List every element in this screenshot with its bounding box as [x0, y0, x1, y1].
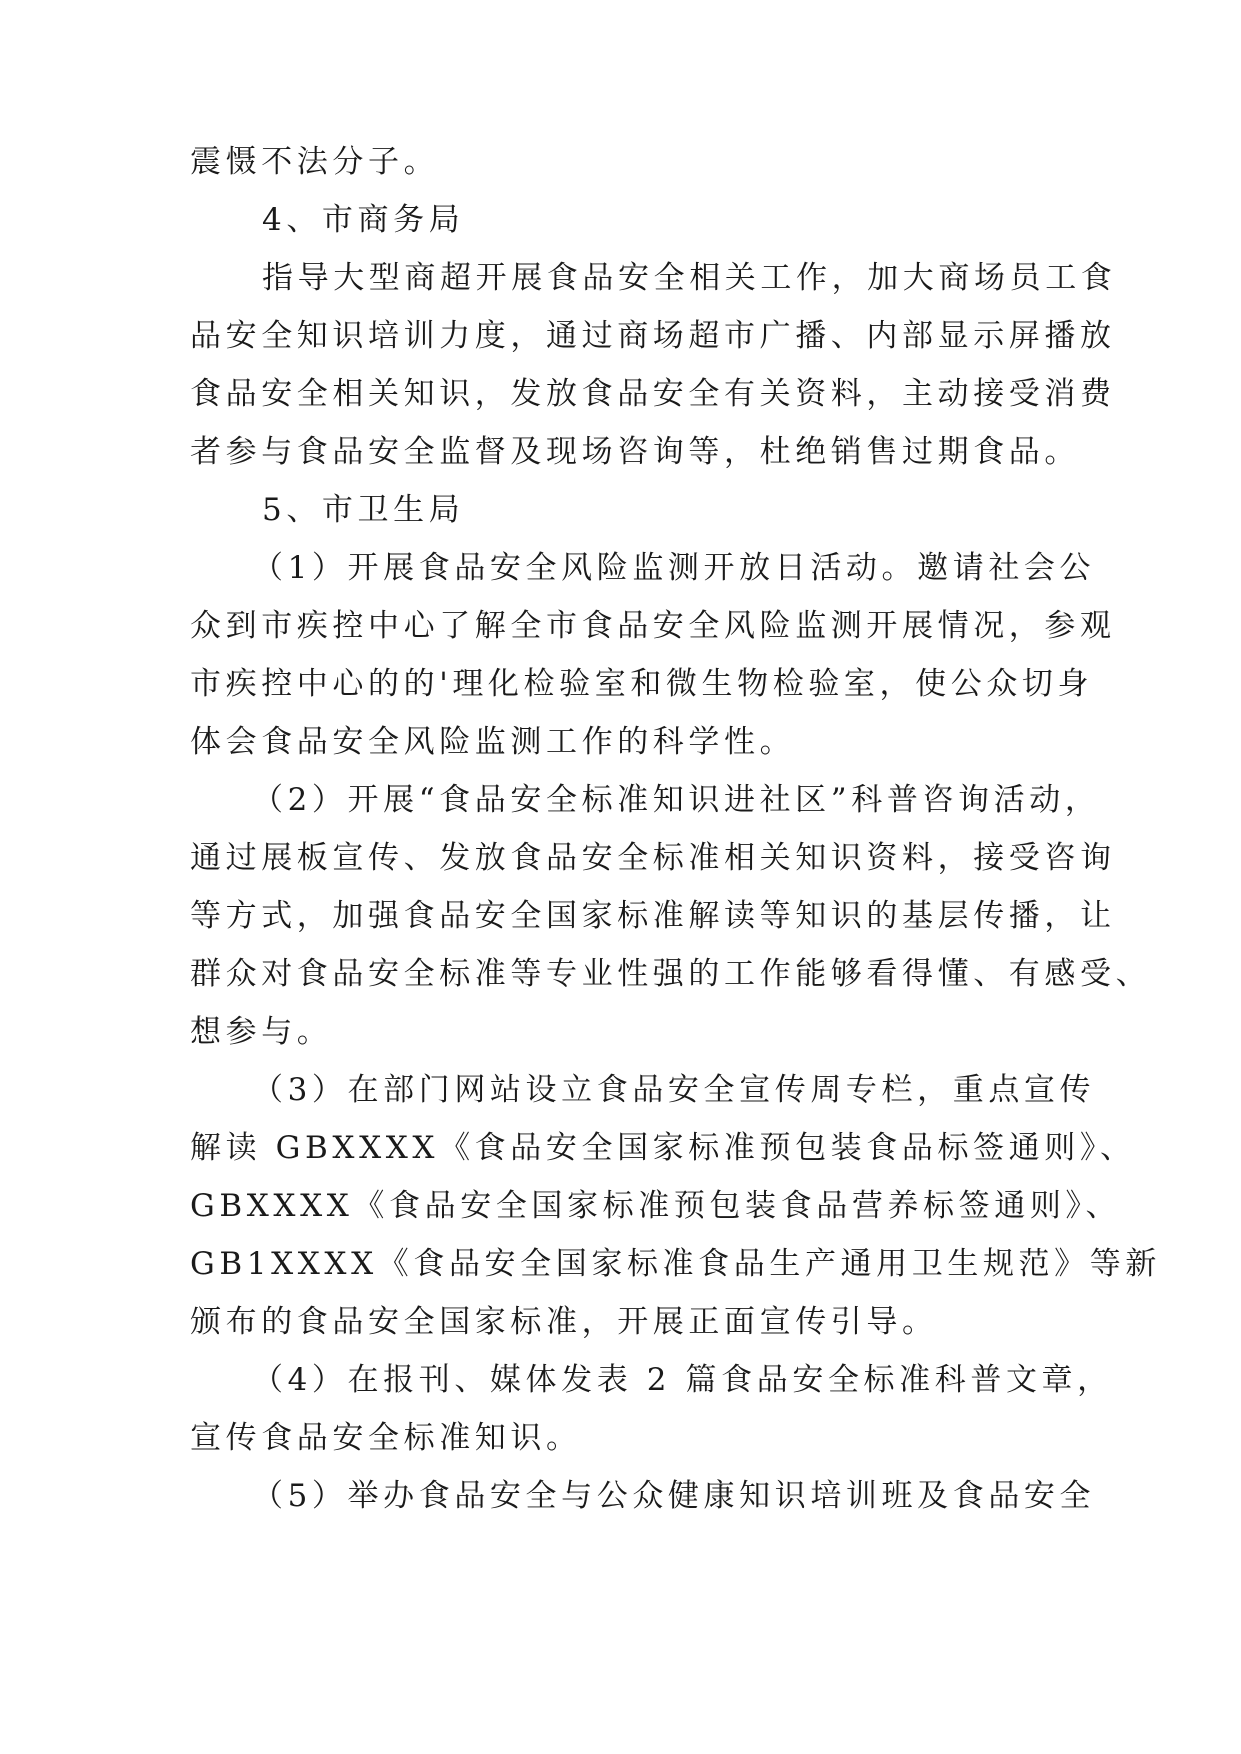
text-line: 等方式，加强食品安全国家标准解读等知识的基层传播，让 — [190, 898, 1116, 934]
text-line: GB1XXXX《食品安全国家标准食品生产通用卫生规范》等新 — [190, 1246, 1161, 1282]
text-line: 市疾控中心的的'理化检验室和微生物检验室，使公众切身 — [190, 666, 1094, 702]
text-line: 者参与食品安全监督及现场咨询等，杜绝销售过期食品。 — [190, 434, 1080, 470]
section-heading-commerce-bureau: 4、市商务局 — [262, 202, 465, 238]
text-line: 想参与。 — [190, 1014, 333, 1050]
text-line: （1）开展食品安全风险监测开放日活动。邀请社会公 — [252, 550, 1096, 586]
text-line: 众到市疾控中心了解全市食品安全风险监测开展情况，参观 — [190, 608, 1116, 644]
text-line: 震慑不法分子。 — [190, 144, 440, 180]
text-line: （4）在报刊、媒体发表 2 篇食品安全标准科普文章， — [252, 1362, 1113, 1398]
text-line: 群众对食品安全标准等专业性强的工作能够看得懂、有感受、 — [190, 956, 1152, 992]
text-line: 通过展板宣传、发放食品安全标准相关知识资料，接受咨询 — [190, 840, 1116, 876]
text-line: GBXXXX《食品安全国家标准预包装食品营养标签通则》、 — [190, 1188, 1122, 1224]
text-line: 解读 GBXXXX《食品安全国家标准预包装食品标签通则》、 — [190, 1130, 1136, 1166]
text-line: 体会食品安全风险监测工作的科学性。 — [190, 724, 796, 760]
text-line: （2）开展“食品安全标准知识进社区”科普咨询活动， — [252, 782, 1101, 818]
text-line: （5）举办食品安全与公众健康知识培训班及食品安全 — [252, 1478, 1096, 1514]
text-line: 指导大型商超开展食品安全相关工作，加大商场员工食 — [262, 260, 1117, 296]
text-line: （3）在部门网站设立食品安全宣传周专栏，重点宣传 — [252, 1072, 1096, 1108]
text-line: 品安全知识培训力度，通过商场超市广播、内部显示屏播放 — [190, 318, 1116, 354]
section-heading-health-bureau: 5、市卫生局 — [262, 492, 465, 528]
text-line: 食品安全相关知识，发放食品安全有关资料，主动接受消费 — [190, 376, 1116, 412]
text-line: 宣传食品安全标准知识。 — [190, 1420, 582, 1456]
text-line: 颁布的食品安全国家标准，开展正面宣传引导。 — [190, 1304, 938, 1340]
